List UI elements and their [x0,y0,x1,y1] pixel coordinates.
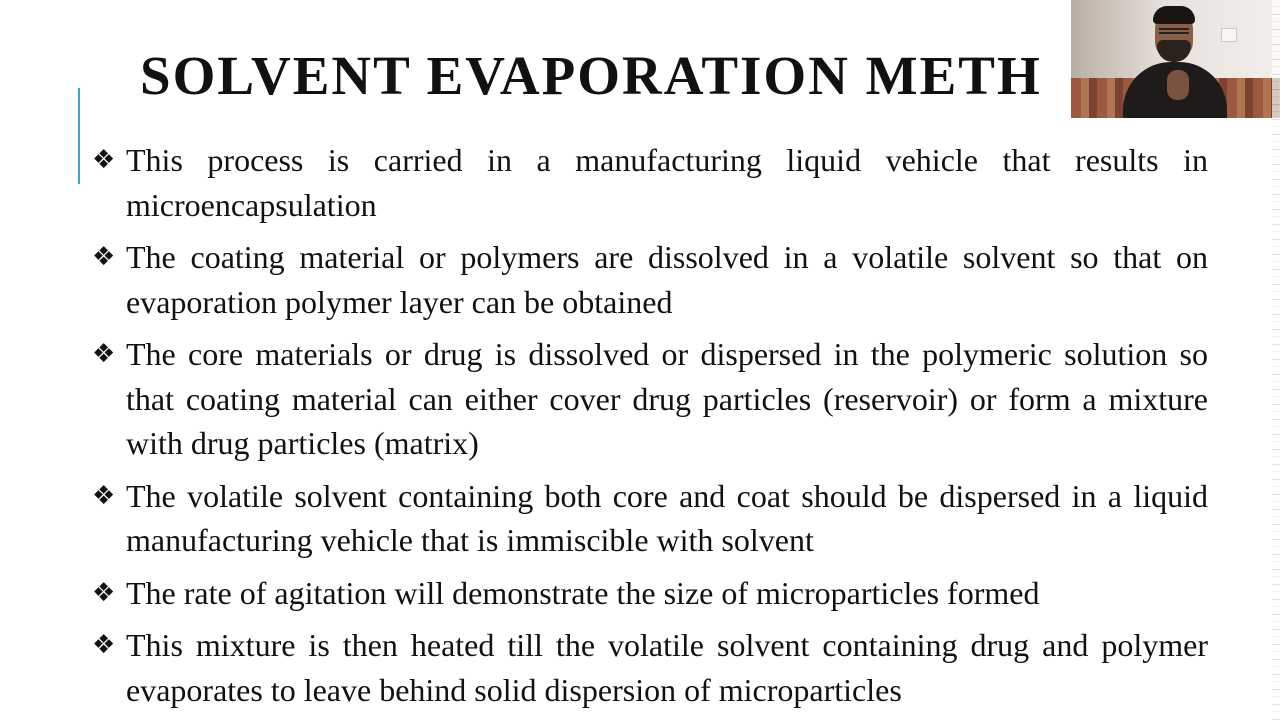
title-accent-line [78,88,80,184]
bullet-text: This mixture is then heated till the volatile solvent containing drug and polymer evaporates to leave behind solid dispersion of microparticles [126,627,1208,708]
presenter-hair [1153,6,1195,24]
bullet-item [92,571,1208,616]
bullet-list [92,138,1208,720]
bullet-text: The coating material or polymers are dissolved in a volatile solvent so that on evaporation polymer layer can be obtained [126,239,1208,320]
bullet-text: This process is carried in a manufacturing liquid vehicle that results in microencapsulation [126,142,1208,223]
bullet-text: The rate of agitation will demonstrate the size of microparticles formed [126,574,1040,611]
presenter-glasses [1159,28,1189,34]
webcam-light-switch [1221,28,1237,42]
diamond-bullet-icon: ❖ [92,577,116,608]
diamond-bullet-icon: ❖ [92,339,116,369]
bullet-item [92,332,1208,466]
bullet-item [92,623,1208,712]
bullet-item [92,138,1208,227]
slide-thumbnail-strip [1272,0,1280,720]
bullet-text: The volatile solvent containing both core and coat should be dispersed in a liquid manufacturing vehicle that is immiscible with solvent [126,477,1208,558]
presenter-hand [1167,70,1189,100]
diamond-bullet-icon: ❖ [92,145,116,175]
bullet-item [92,235,1208,324]
diamond-bullet-icon: ❖ [92,480,116,511]
slide-title: SOLVENT EVAPORATION METH [140,45,1042,106]
bullet-item [92,474,1208,563]
diamond-bullet-icon: ❖ [92,242,116,272]
webcam-overlay [1071,0,1280,118]
bullet-text: The core materials or drug is dissolved or dispersed in the polymeric solution so that coating material can either cover drug particles (reservoir) or form a mixture with drug particles (matrix) [126,336,1208,461]
diamond-bullet-icon: ❖ [92,630,116,660]
